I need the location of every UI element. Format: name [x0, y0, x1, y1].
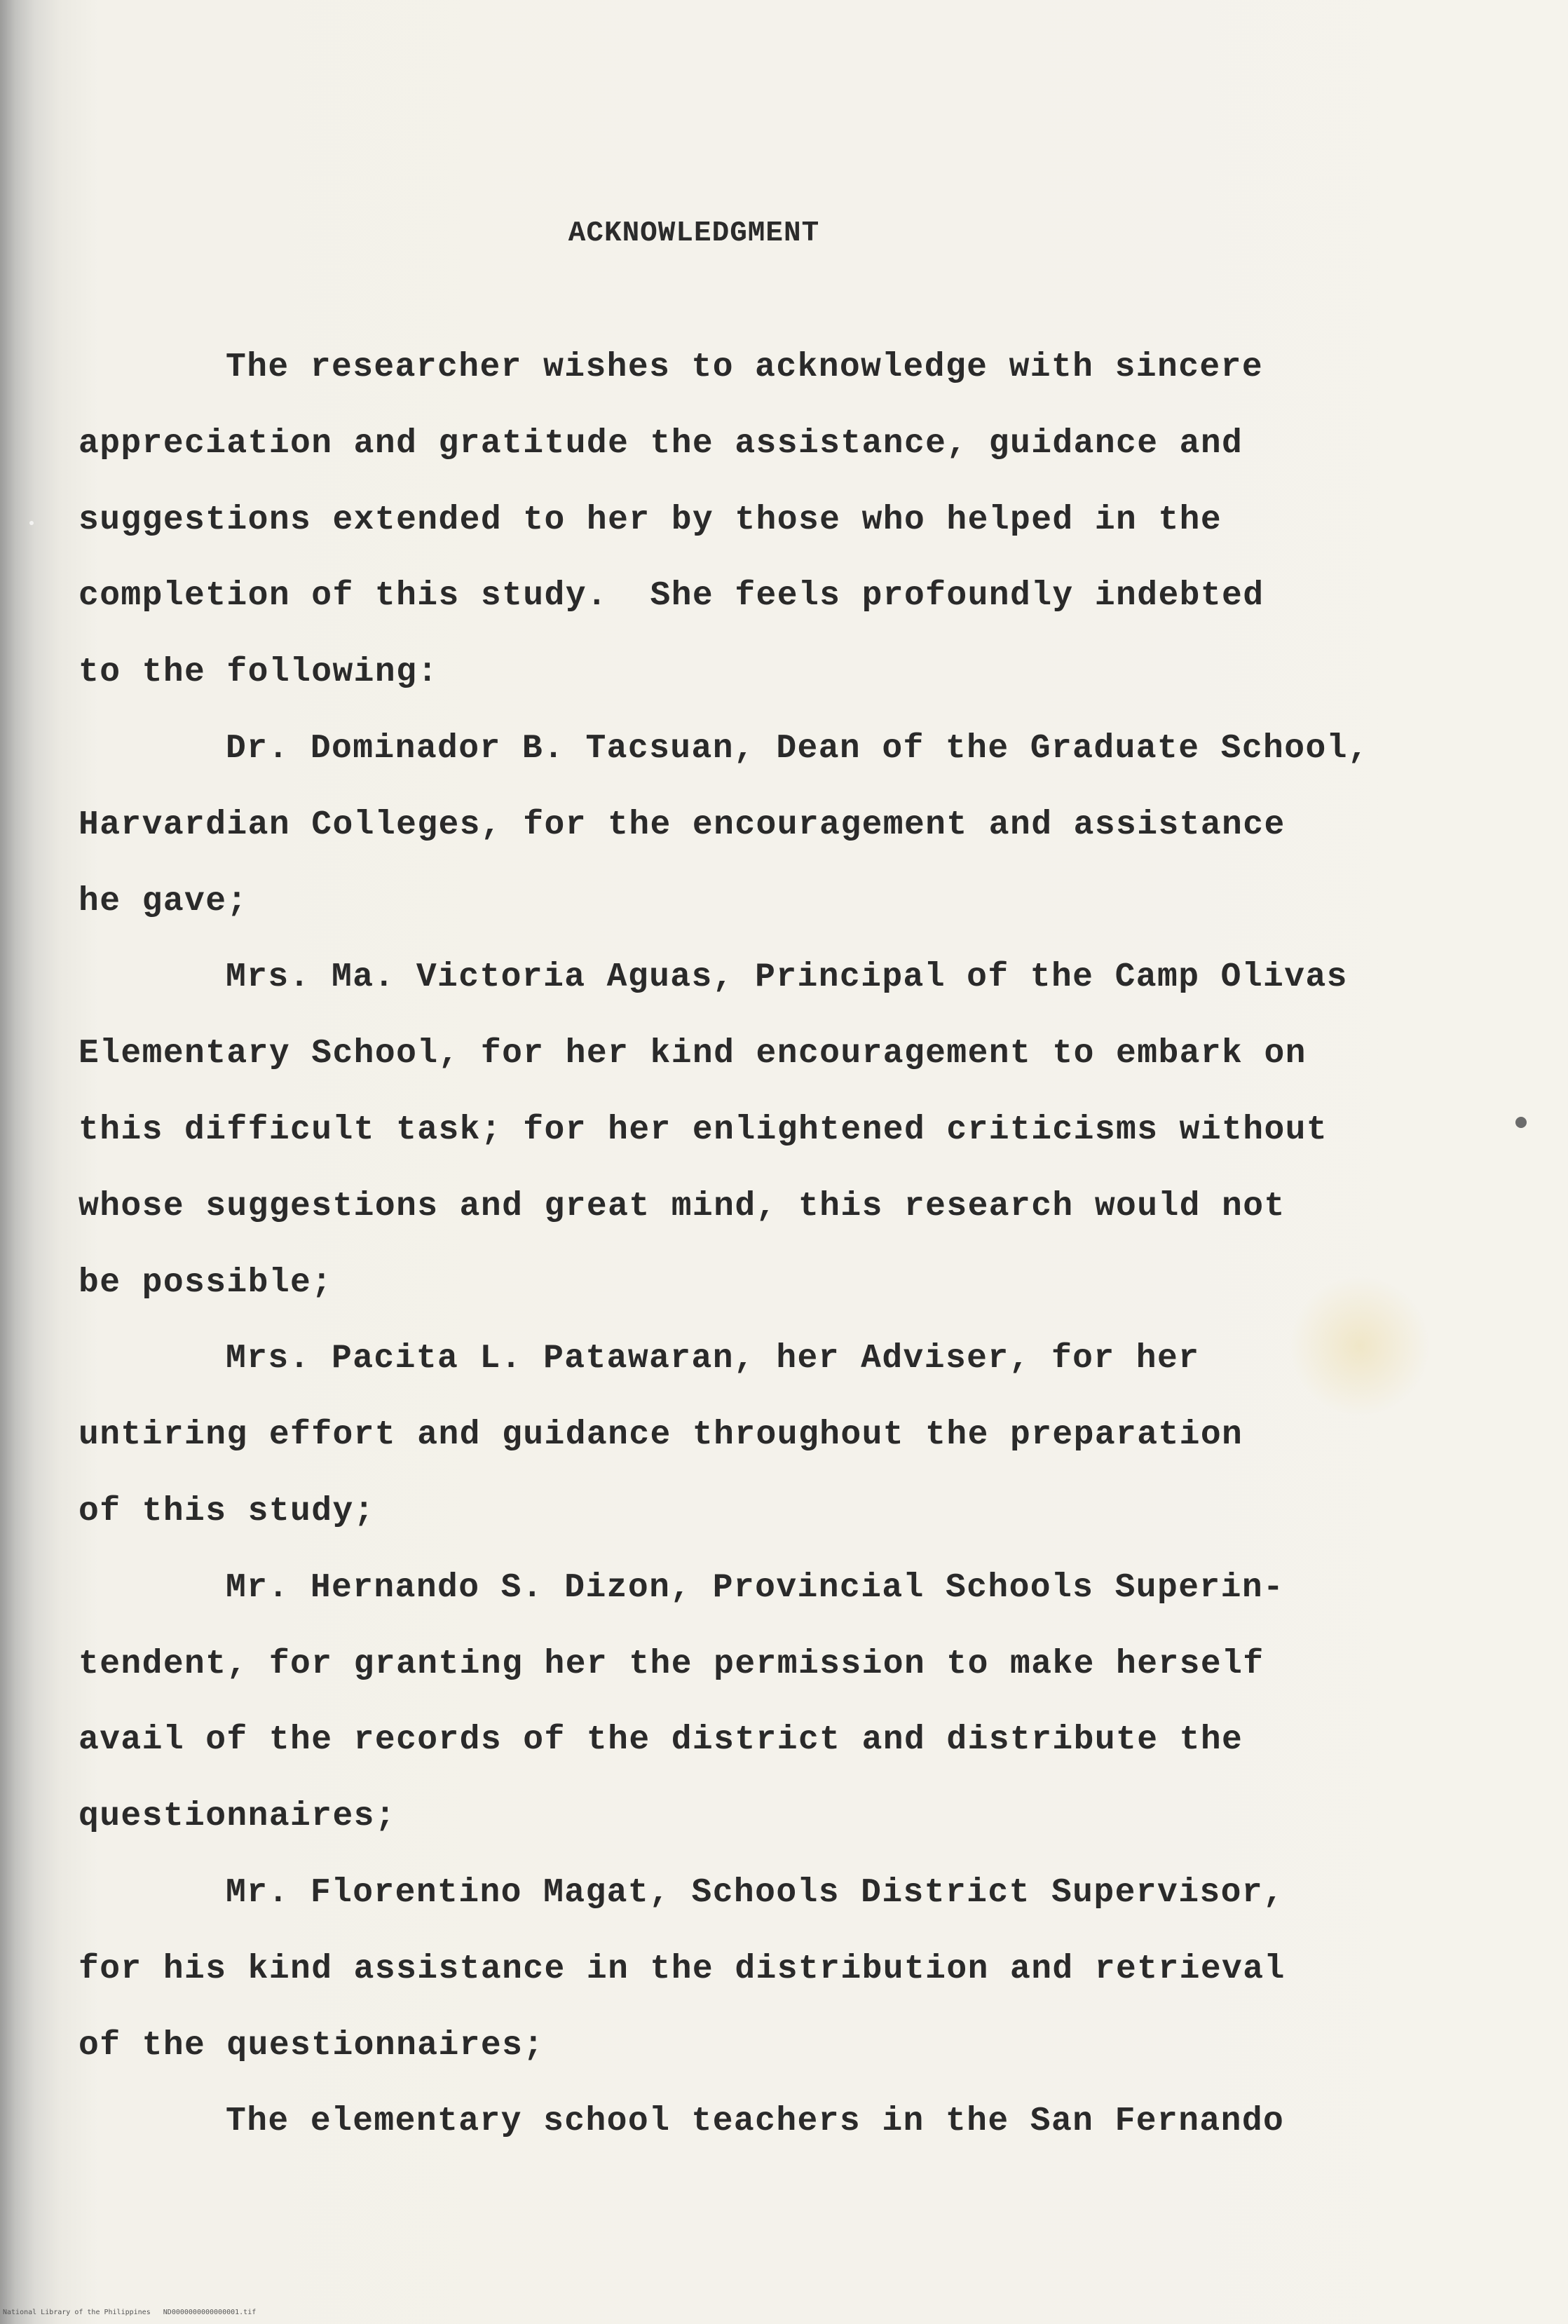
text-line: be possible; [79, 1263, 333, 1302]
text-line: untiring effort and guidance throughout the preparation [79, 1416, 1243, 1455]
text-line: The researcher wishes to acknowledge with sincere [226, 348, 1264, 386]
text-line: Mrs. Pacita L. Patawaran, her Adviser, for her [226, 1340, 1200, 1378]
scan-footer: National Library of the Philippines ND0000000000000001.tif [3, 2309, 257, 2316]
text-line: completion of this study. She feels profoundly indebted [79, 577, 1264, 616]
text-line: Mr. Hernando S. Dizon, Provincial Schools Superin- [226, 1568, 1285, 1607]
text-line: to the following: [79, 653, 439, 692]
text-line: Mr. Florentino Magat, Schools District Supervisor, [226, 1873, 1285, 1912]
text-line: Harvardian Colleges, for the encouragement and assistance [79, 806, 1286, 844]
page-title: ACKNOWLEDGMENT [568, 217, 820, 250]
text-line: appreciation and gratitude the assistance, guidance and [79, 424, 1243, 463]
margin-dot [1515, 1117, 1527, 1128]
text-line: suggestions extended to her by those who helped in the [79, 501, 1222, 539]
text-line: he gave; [79, 882, 248, 920]
text-line: Dr. Dominador B. Tacsuan, Dean of the Graduate School, [226, 729, 1370, 768]
text-line: whose suggestions and great mind, this research would not [79, 1187, 1286, 1225]
text-line: this difficult task; for her enlightened criticisms without [79, 1110, 1328, 1149]
text-line: avail of the records of the district and distribute the [79, 1721, 1243, 1760]
text-line: of the questionnaires; [79, 2026, 545, 2065]
text-line: The elementary school teachers in the San Fernando [226, 2102, 1285, 2141]
text-line: questionnaires; [79, 1798, 397, 1836]
text-line: Mrs. Ma. Victoria Aguas, Principal of the Camp Olivas [226, 958, 1348, 997]
scan-speck [29, 521, 34, 525]
text-line: Elementary School, for her kind encouragement to embark on [79, 1035, 1307, 1073]
text-line: for his kind assistance in the distribution and retrieval [79, 1950, 1286, 1988]
text-line: of this study; [79, 1492, 375, 1530]
acknowledgment-body [79, 329, 1473, 2160]
text-line: tendent, for granting her the permission to make herself [79, 1645, 1264, 1683]
